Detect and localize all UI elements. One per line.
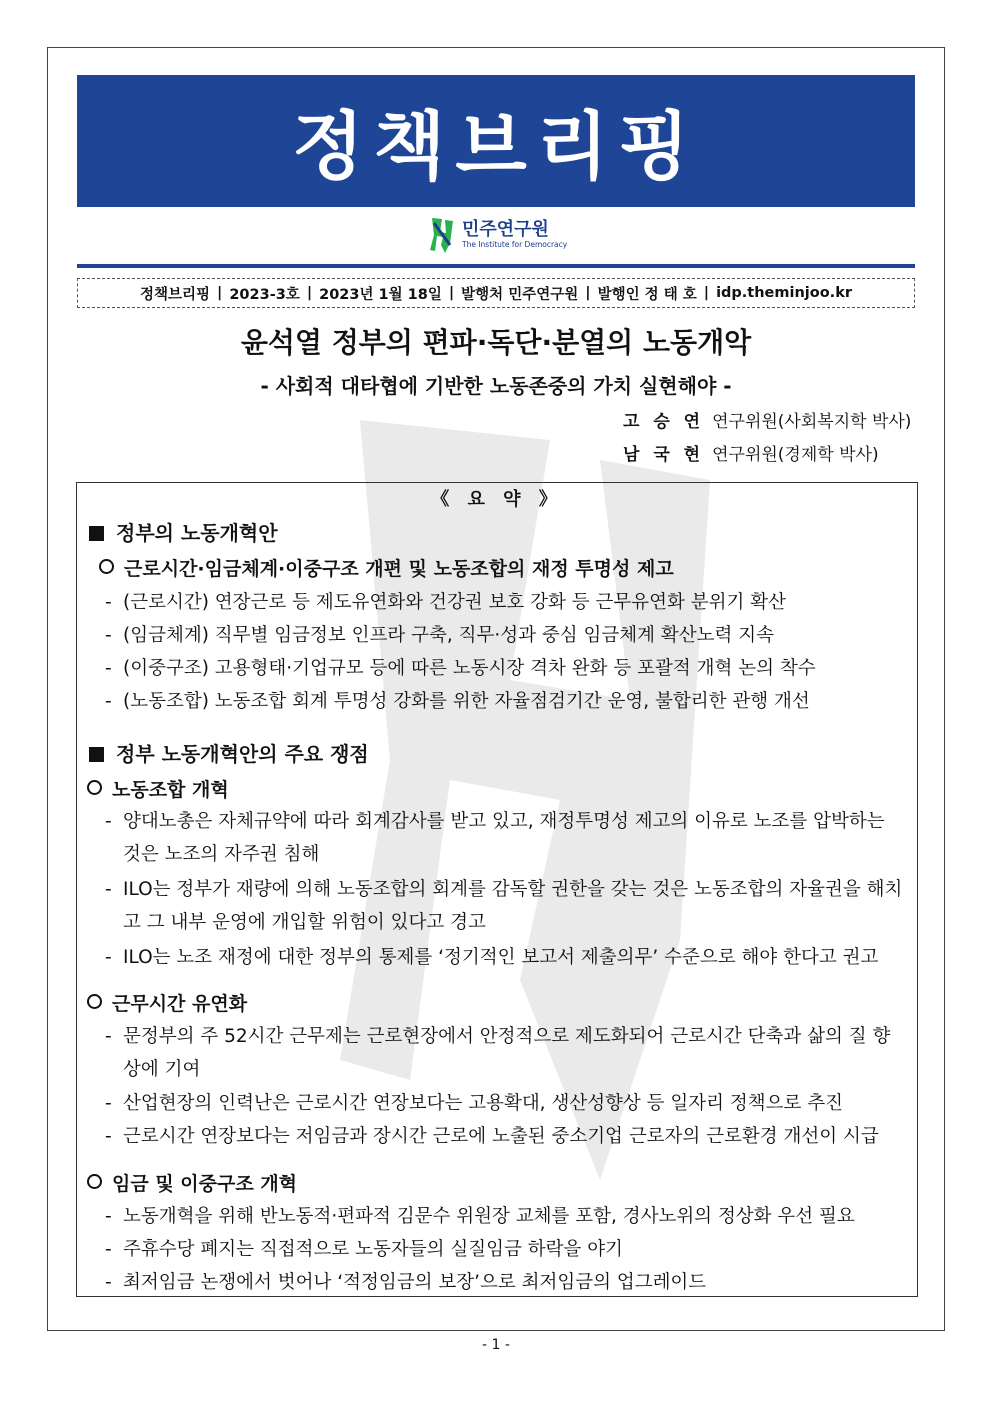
info-website-link[interactable]: idp.theminjoo.kr — [716, 285, 852, 301]
subsection-heading: 노동조합 개혁 — [87, 775, 229, 802]
author-role: 연구위원(경제학 박사) — [712, 445, 879, 465]
list-item: - 주휴수당 폐지는 직접적으로 노동자들의 실질임금 하락을 야기 — [105, 1239, 623, 1260]
info-separator: | — [217, 285, 223, 301]
circle-bullet-icon — [87, 1174, 102, 1189]
square-bullet-icon — [89, 526, 104, 541]
section-heading: 정부의 노동개혁안 — [89, 517, 278, 546]
header-rule — [77, 264, 915, 268]
logo-name: 민주연구원 — [462, 219, 549, 240]
info-issue: 2023-3호 — [229, 286, 300, 303]
list-item: - (근로시간) 연장근로 등 제도유연화와 건강권 보호 강화 등 근무유연화 분위기 확산 — [105, 592, 786, 613]
list-item: - (노동조합) 노동조합 회계 투명성 강화를 위한 자율점검기간 운영, 불합리한 관행 개선 — [105, 691, 810, 712]
author-role: 연구위원(사회복지학 박사) — [712, 412, 912, 432]
document-subtitle: - 사회적 대타협에 기반한 노동존중의 가치 실현해야 - — [260, 374, 732, 398]
summary-box — [76, 482, 918, 1297]
institute-logo-icon — [428, 215, 458, 255]
list-item: - (임금체계) 직무별 임금정보 인프라 구축, 직무·성과 중심 임금체계 확산노력 지속 — [105, 625, 774, 646]
circle-bullet-icon — [87, 994, 102, 1009]
list-item: - 근로시간 연장보다는 저임금과 장시간 근로에 노출된 중소기업 근로자의 근로환경 개선이 시급 — [105, 1126, 879, 1147]
logo-subtitle: The Institute for Democracy — [462, 240, 568, 249]
circle-bullet-icon — [99, 559, 114, 574]
list-item: - 산업현장의 인력난은 근로시간 연장보다는 고용확대, 생산성향상 등 일자리 정책으로 추진 — [105, 1093, 844, 1114]
author-2 — [623, 440, 879, 465]
summary-heading: 《 요 약 》 — [431, 489, 563, 510]
info-separator: | — [585, 285, 591, 301]
banner-title: 정책브리핑 — [292, 104, 700, 190]
info-issuer: 발행인 정 태 호 — [597, 286, 697, 303]
info-series: 정책브리핑 — [140, 286, 211, 303]
info-date: 2023년 1월 18일 — [319, 286, 442, 303]
page-number: - 1 - — [482, 1337, 510, 1353]
list-item: - ILO는 정부가 재량에 의해 노동조합의 회계를 감독할 권한을 갖는 것은 노동조합의 자율권을 해치고 그 내부 운영에 개입할 위험이 있다고 경고 — [105, 879, 903, 933]
author-name: 고 승 연 — [623, 412, 705, 432]
subsection-heading: 근로시간·임금체계·이중구조 개편 및 노동조합의 재정 투명성 제고 — [99, 554, 674, 581]
institute-logo — [428, 214, 567, 256]
list-item: - 문정부의 주 52시간 근무제는 근로현장에서 안정적으로 제도화되어 근로시간 단축과 삶의 질 향상에 기여 — [105, 1026, 891, 1080]
list-item: - 노동개혁을 위해 반노동적·편파적 김문수 위원장 교체를 포함, 경사노위의 정상화 우선 필요 — [105, 1206, 855, 1227]
subsection-heading: 임금 및 이중구조 개혁 — [87, 1169, 297, 1196]
circle-bullet-icon — [87, 780, 102, 795]
author-1 — [623, 407, 911, 432]
author-name: 남 국 현 — [623, 445, 705, 465]
info-separator: | — [703, 285, 710, 301]
publication-info-bar — [77, 278, 915, 308]
list-item: - 최저임금 논쟁에서 벗어나 ‘적정임금의 보장’으로 최저임금의 업그레이드 — [105, 1272, 707, 1293]
list-item: - 양대노총은 자체규약에 따라 회계감사를 받고 있고, 재정투명성 제고의 이유로 노조를 압박하는 것은 노조의 자주권 침해 — [105, 811, 885, 865]
list-item: - ILO는 노조 재정에 대한 정부의 통제를 ‘정기적인 보고서 제출의무’ 수준으로 해야 한다고 권고 — [105, 947, 879, 968]
banner — [77, 75, 915, 207]
document-title: 윤석열 정부의 편파·독단·분열의 노동개악 — [240, 326, 752, 359]
section-heading: 정부 노동개혁안의 주요 쟁점 — [89, 738, 369, 767]
info-separator: | — [448, 285, 455, 301]
list-item: - (이중구조) 고용형태·기업규모 등에 따른 노동시장 격차 완화 등 포괄적 개혁 논의 착수 — [105, 658, 816, 679]
square-bullet-icon — [89, 747, 104, 762]
subsection-heading: 근무시간 유연화 — [87, 989, 247, 1016]
info-separator: | — [306, 285, 313, 301]
info-publisher: 발행처 민주연구원 — [461, 286, 579, 303]
